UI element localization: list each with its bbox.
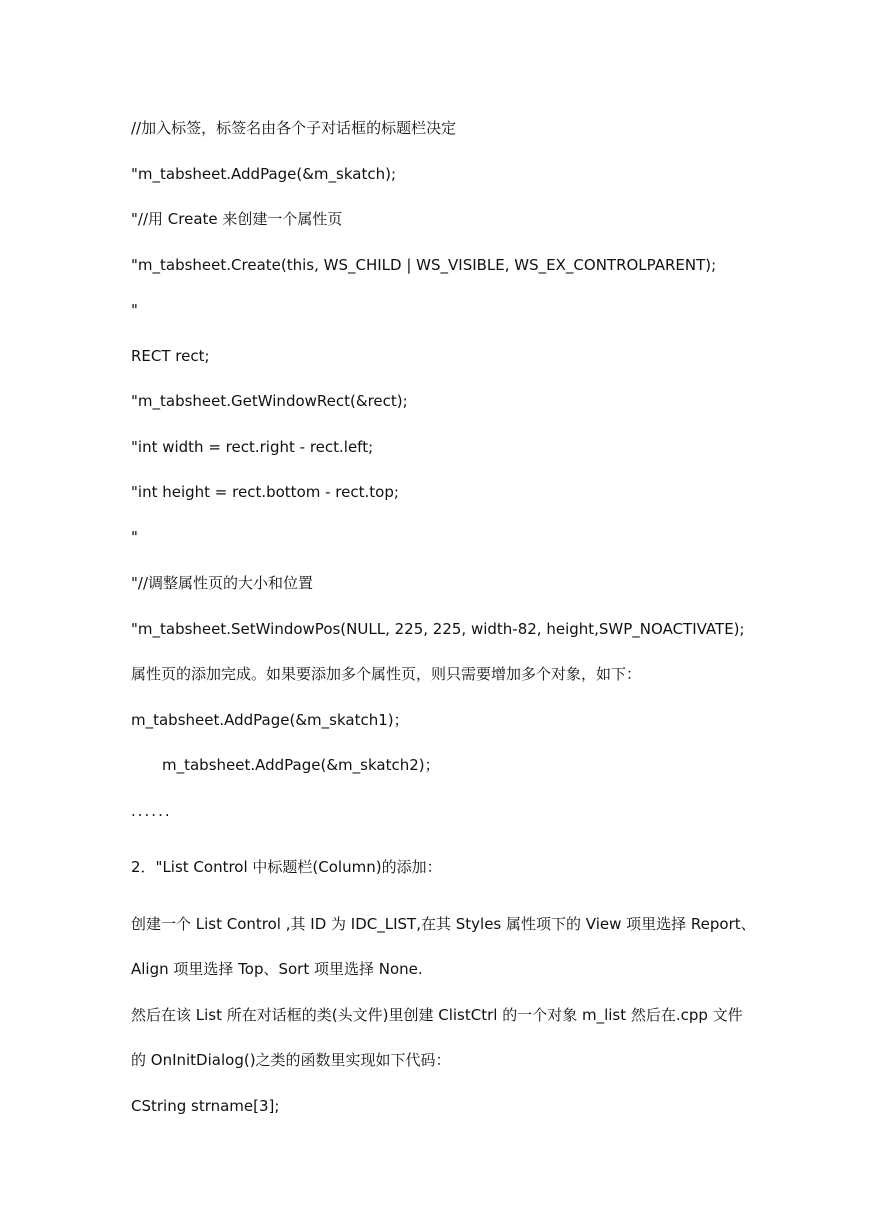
comment-adjust: "//调整属性页的大小和位置 <box>131 574 314 592</box>
code-blank-quote-2: " <box>131 528 138 546</box>
code-height: "int height = rect.bottom - rect.top; <box>131 483 399 501</box>
code-addpage-1: m_tabsheet.AddPage(&m_skatch1)； <box>131 711 409 729</box>
ellipsis: ...... <box>131 802 172 820</box>
code-blank-quote: " <box>131 301 138 319</box>
section-heading-list-control: 2．"List Control 中标题栏(Column)的添加： <box>131 858 442 876</box>
code-setwindowpos: "m_tabsheet.SetWindowPos(NULL, 225, 225, width-82, height,SWP_NOACTIVATE); <box>131 620 745 638</box>
code-addpage-2: m_tabsheet.AddPage(&m_skatch2)； <box>162 756 440 774</box>
paragraph-multiple-pages: 属性页的添加完成。如果要添加多个属性页，则只需要增加多个对象，如下： <box>131 665 642 683</box>
comment-create: "//用 Create 来创建一个属性页 <box>131 210 343 228</box>
paragraph-class-1: 然后在该 List 所在对话框的类(头文件)里创建 ClistCtrl 的一个对象 m_list 然后在.cpp 文件 <box>131 1006 743 1024</box>
paragraph-create-list-1: 创建一个 List Control ,其 ID 为 IDC_LIST,在其 Styles 属性项下的 View 项里选择 Report、 <box>131 915 756 933</box>
code-getwindowrect: "m_tabsheet.GetWindowRect(&rect); <box>131 392 408 410</box>
code-cstring: CString strname[3]; <box>131 1097 280 1115</box>
code-width: "int width = rect.right - rect.left; <box>131 438 374 456</box>
comment-add-tabs: //加入标签，标签名由各个子对话框的标题栏决定 <box>131 119 457 137</box>
code-create: "m_tabsheet.Create(this, WS_CHILD | WS_VISIBLE, WS_EX_CONTROLPARENT); <box>131 256 717 274</box>
paragraph-class-2: 的 OnInitDialog()之类的函数里实现如下代码： <box>131 1051 451 1069</box>
code-addpage: "m_tabsheet.AddPage(&m_skatch); <box>131 165 397 183</box>
paragraph-create-list-2: Align 项里选择 Top、Sort 项里选择 None. <box>131 960 423 978</box>
code-rect-decl: RECT rect; <box>131 347 210 365</box>
